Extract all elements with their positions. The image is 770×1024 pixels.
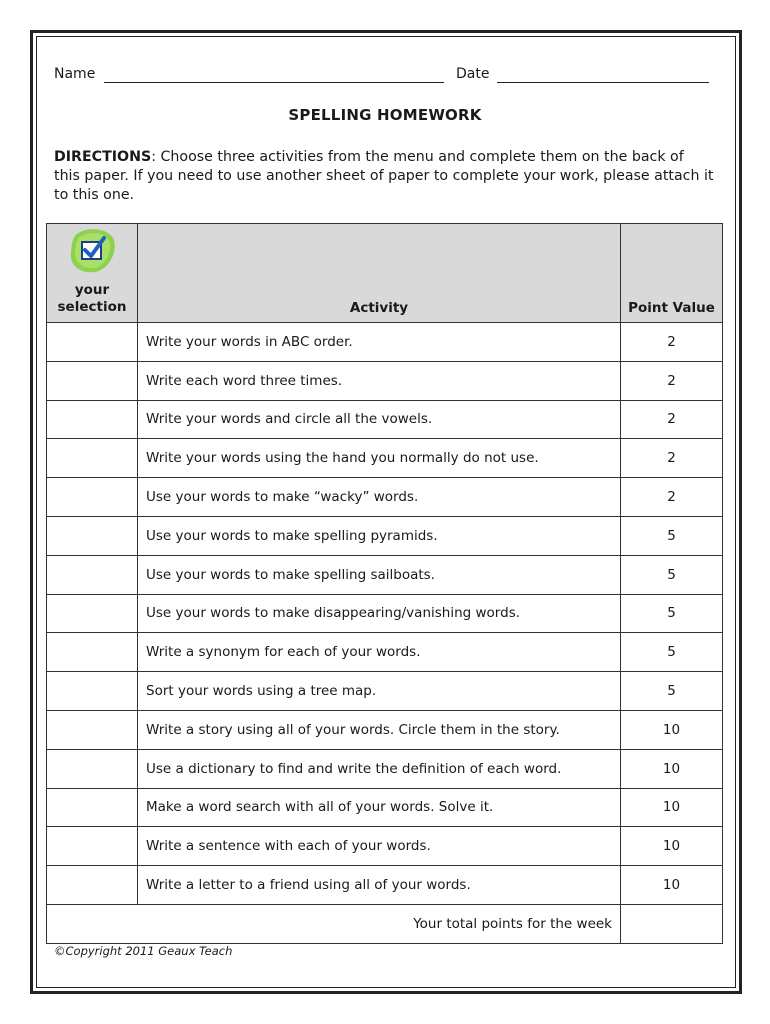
table-row <box>47 672 723 711</box>
selection-cell[interactable] <box>47 478 138 517</box>
table-row <box>47 361 723 400</box>
points-cell: 10 <box>621 749 723 788</box>
activity-menu-table <box>46 223 723 944</box>
selection-cell[interactable] <box>47 439 138 478</box>
total-points-field[interactable] <box>621 904 723 943</box>
activity-column-header: Activity <box>138 224 621 323</box>
selection-cell[interactable] <box>47 633 138 672</box>
directions-text: : Choose three activities from the menu and complete them on the back of this paper. If you need to use another sheet of paper to complete your work, please attach it to this one. <box>54 149 714 203</box>
selection-cell[interactable] <box>47 749 138 788</box>
table-row <box>47 827 723 866</box>
points-cell: 2 <box>621 361 723 400</box>
table-header-row <box>47 224 723 323</box>
date-label: Date <box>456 66 490 82</box>
points-cell: 5 <box>621 516 723 555</box>
directions-label: DIRECTIONS <box>54 149 152 165</box>
selection-cell[interactable] <box>47 594 138 633</box>
points-cell: 10 <box>621 827 723 866</box>
activity-cell: Sort your words using a tree map. <box>138 672 621 711</box>
table-row <box>47 749 723 788</box>
activity-cell: Write your words and circle all the vowels. <box>138 400 621 439</box>
table-row <box>47 323 723 362</box>
points-cell: 10 <box>621 710 723 749</box>
selection-cell[interactable] <box>47 827 138 866</box>
table-row <box>47 555 723 594</box>
total-label: Your total points for the week <box>47 904 621 943</box>
activity-cell: Make a word search with all of your words. Solve it. <box>138 788 621 827</box>
table-row <box>47 478 723 517</box>
points-cell: 2 <box>621 323 723 362</box>
table-row <box>47 439 723 478</box>
points-cell: 10 <box>621 866 723 905</box>
table-row <box>47 516 723 555</box>
selection-cell[interactable] <box>47 361 138 400</box>
points-cell: 5 <box>621 555 723 594</box>
points-cell: 10 <box>621 788 723 827</box>
selection-cell[interactable] <box>47 866 138 905</box>
selection-cell[interactable] <box>47 788 138 827</box>
activity-cell: Use your words to make spelling sailboats. <box>138 555 621 594</box>
points-cell: 5 <box>621 594 723 633</box>
name-field[interactable] <box>104 82 444 83</box>
selection-cell[interactable] <box>47 555 138 594</box>
points-cell: 2 <box>621 400 723 439</box>
selection-cell[interactable] <box>47 672 138 711</box>
date-field[interactable] <box>497 82 709 83</box>
name-date-row <box>54 66 710 86</box>
activity-cell: Write a synonym for each of your words. <box>138 633 621 672</box>
activity-cell: Use your words to make “wacky” words. <box>138 478 621 517</box>
name-label: Name <box>54 66 96 82</box>
selection-column-header <box>47 224 138 323</box>
table-row <box>47 710 723 749</box>
selection-cell[interactable] <box>47 323 138 362</box>
points-column-header: Point Value <box>621 224 723 323</box>
page-title: SPELLING HOMEWORK <box>288 106 482 124</box>
selection-cell[interactable] <box>47 400 138 439</box>
activity-cell: Use your words to make spelling pyramids. <box>138 516 621 555</box>
table-row <box>47 594 723 633</box>
directions <box>54 148 714 205</box>
table-row <box>47 633 723 672</box>
points-cell: 5 <box>621 672 723 711</box>
selection-header-line2: selection <box>57 299 127 315</box>
activity-cell: Write a letter to a friend using all of your words. <box>138 866 621 905</box>
checkbox-check-icon <box>67 226 117 276</box>
table-row <box>47 866 723 905</box>
selection-cell[interactable] <box>47 710 138 749</box>
points-cell: 5 <box>621 633 723 672</box>
points-cell: 2 <box>621 439 723 478</box>
selection-header-line1: your <box>74 282 110 298</box>
table-row <box>47 400 723 439</box>
activity-cell: Write a story using all of your words. Circle them in the story. <box>138 710 621 749</box>
table-row <box>47 788 723 827</box>
activity-cell: Use a dictionary to find and write the definition of each word. <box>138 749 621 788</box>
activity-cell: Write your words using the hand you normally do not use. <box>138 439 621 478</box>
activity-cell: Write your words in ABC order. <box>138 323 621 362</box>
points-cell: 2 <box>621 478 723 517</box>
selection-cell[interactable] <box>47 516 138 555</box>
activity-cell: Write a sentence with each of your words. <box>138 827 621 866</box>
activity-cell: Write each word three times. <box>138 361 621 400</box>
total-row <box>47 904 723 943</box>
copyright-notice: ©Copyright 2011 Geaux Teach <box>54 944 233 958</box>
activity-cell: Use your words to make disappearing/vanishing words. <box>138 594 621 633</box>
